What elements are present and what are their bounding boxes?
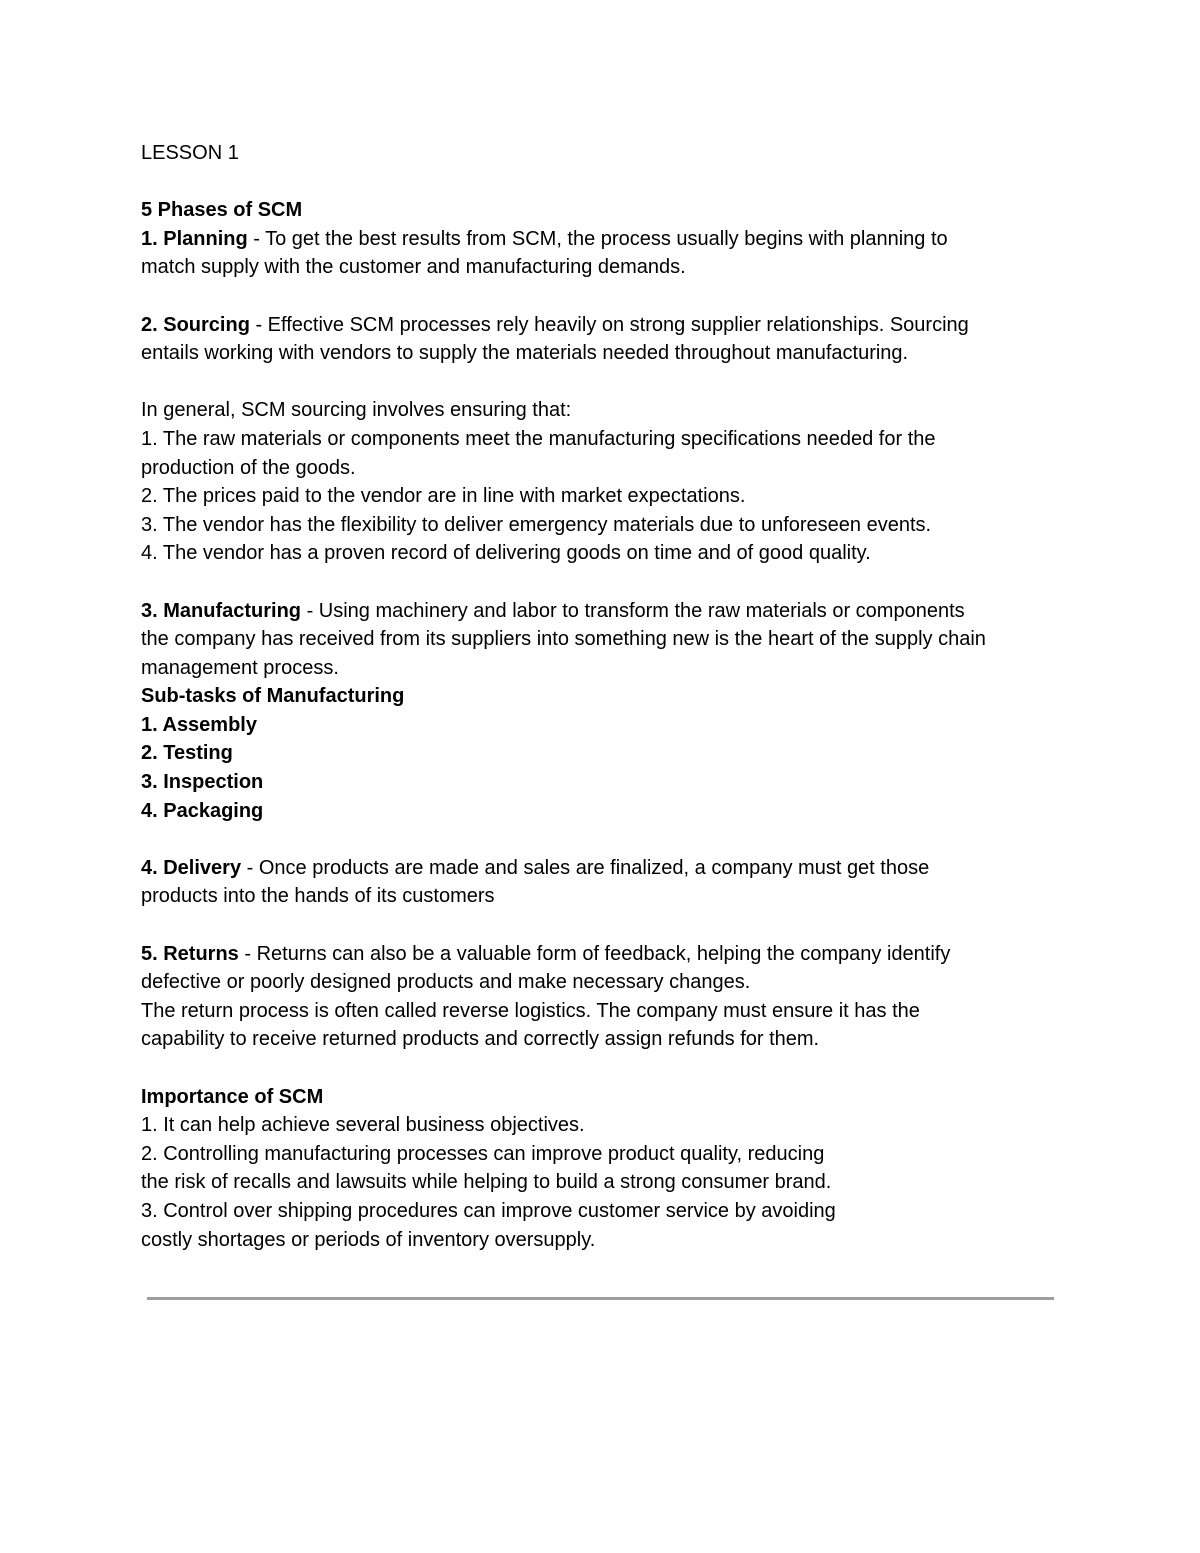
sourcing-item: 3. The vendor has the flexibility to deliver emergency materials due to unforeseen events.: [141, 513, 932, 536]
returns-line-2: defective or poorly designed products and make necessary changes.: [141, 971, 751, 994]
sourcing-line-1: [141, 311, 1071, 340]
importance-line: 1. It can help achieve several business objectives.: [141, 1114, 585, 1137]
importance-line: the risk of recalls and lawsuits while helping to build a strong consumer brand.: [141, 1171, 832, 1194]
phases-heading: 5 Phases of SCM: [141, 199, 303, 222]
document-body: [141, 139, 1071, 1254]
spacer: [141, 568, 1071, 597]
manufacturing-text: - Using machinery and labor to transform the raw materials or components: [301, 599, 965, 622]
sourcing-intro: In general, SCM sourcing involves ensuring that:: [141, 399, 572, 422]
spacer: [141, 168, 1071, 197]
subtask-item: 4. Packaging: [141, 799, 264, 822]
horizontal-divider: [147, 1297, 1054, 1300]
spacer: [141, 1054, 1071, 1083]
lesson-title: LESSON 1: [141, 142, 239, 164]
subtask-item: 1. Assembly: [141, 713, 257, 736]
returns-line-3: The return process is often called reverse logistics. The company must ensure it has the: [141, 999, 920, 1022]
planning-label: 1. Planning: [141, 227, 248, 250]
returns-text: - Returns can also be a valuable form of feedback, helping the company identify: [238, 942, 951, 965]
importance-line: costly shortages or periods of inventory oversupply.: [141, 1228, 596, 1251]
subtask-item: 2. Testing: [141, 742, 233, 765]
delivery-text: - Once products are made and sales are finalized, a company must get those: [241, 856, 930, 879]
sourcing-line-2: entails working with vendors to supply the materials needed throughout manufacturing.: [141, 342, 909, 365]
manufacturing-line-2: the company has received from its suppliers into something new is the heart of the supply chain: [141, 628, 986, 651]
importance-heading: Importance of SCM: [141, 1085, 324, 1108]
subtask-item: 3. Inspection: [141, 771, 264, 794]
returns-label: 5. Returns: [141, 942, 239, 965]
spacer: [141, 825, 1071, 854]
planning-text: - To get the best results from SCM, the process usually begins with planning to: [247, 227, 948, 250]
sourcing-item: 1. The raw materials or components meet the manufacturing specifications needed for the: [141, 427, 936, 450]
returns-line-1: [141, 940, 1071, 969]
delivery-line-1: [141, 854, 1071, 883]
manufacturing-label: 3. Manufacturing: [141, 599, 302, 622]
planning-line-2: match supply with the customer and manufacturing demands.: [141, 256, 686, 279]
importance-line: 2. Controlling manufacturing processes can improve product quality, reducing: [141, 1142, 825, 1165]
sourcing-item: production of the goods.: [141, 456, 356, 479]
sourcing-item: 2. The prices paid to the vendor are in line with market expectations.: [141, 485, 746, 508]
importance-line: 3. Control over shipping procedures can improve customer service by avoiding: [141, 1199, 836, 1222]
sourcing-text: - Effective SCM processes rely heavily on strong supplier relationships. Sourcing: [249, 313, 969, 336]
sourcing-label: 2. Sourcing: [141, 313, 250, 336]
planning-line-1: [141, 225, 1071, 254]
delivery-label: 4. Delivery: [141, 856, 242, 879]
sourcing-item: 4. The vendor has a proven record of delivering goods on time and of good quality.: [141, 542, 871, 565]
spacer: [141, 282, 1071, 311]
spacer: [141, 368, 1071, 397]
manufacturing-line-3: management process.: [141, 656, 339, 679]
manufacturing-line-1: [141, 597, 1071, 626]
returns-line-4: capability to receive returned products and correctly assign refunds for them.: [141, 1028, 820, 1051]
subtasks-heading: Sub-tasks of Manufacturing: [141, 685, 405, 708]
spacer: [141, 911, 1071, 940]
delivery-line-2: products into the hands of its customers: [141, 885, 495, 908]
